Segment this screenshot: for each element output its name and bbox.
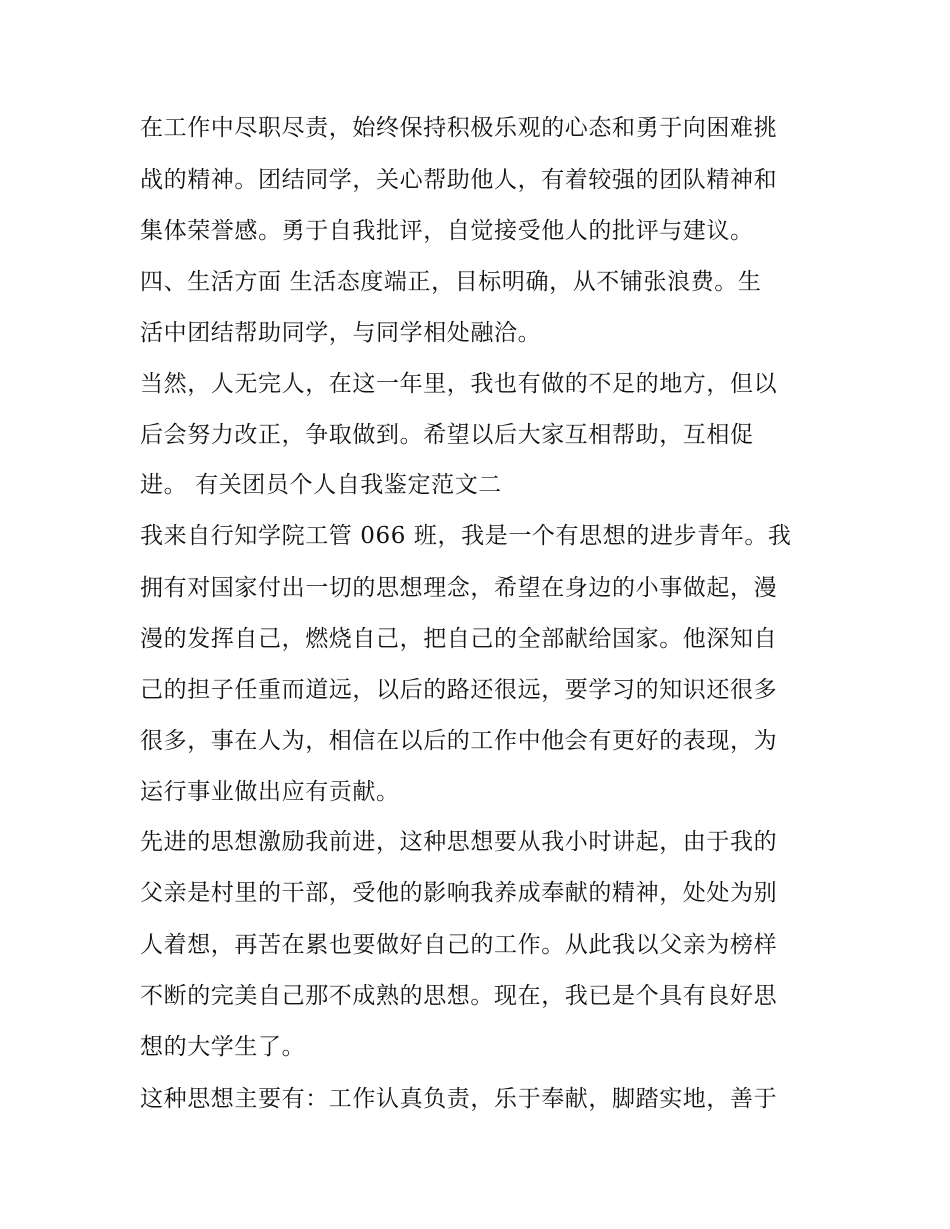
text-line: 拥有对国家付出一切的思想理念，希望在身边的小事做起，漫 [140, 575, 778, 601]
text-line: 想的大学生了。 [140, 1034, 306, 1060]
text-line: 四、生活方面 生活态度端正，目标明确，从不铺张浪费。生 [140, 269, 762, 295]
text-line: 不断的完美自己那不成熟的思想。现在，我已是个具有良好思 [140, 983, 778, 1009]
text-line: 活中团结帮助同学，与同学相处融洽。 [140, 320, 542, 346]
text-line: 后会努力改正，争取做到。希望以后大家互相帮助，互相促 [140, 422, 754, 448]
text-line: 我来自行知学院工管 066 班，我是一个有思想的进步青年。我 [140, 523, 792, 549]
text-line: 战的精神。团结同学，关心帮助他人，有着较强的团队精神和 [140, 167, 778, 193]
text-line: 在工作中尽职尽责，始终保持积极乐观的心态和勇于向困难挑 [140, 115, 778, 141]
text-line: 运行事业做出应有贡献。 [140, 779, 400, 805]
text-line: 己的担子任重而道远，以后的路还很远，要学习的知识还很多 [140, 677, 778, 703]
text-line: 人着想，再苦在累也要做好自己的工作。从此我以父亲为榜样 [140, 932, 778, 958]
text-line: 漫的发挥自己，燃烧自己，把自己的全部献给国家。他深知自 [140, 626, 778, 652]
text-line: 很多，事在人为，相信在以后的工作中他会有更好的表现，为 [140, 728, 778, 754]
text-line: 进。 有关团员个人自我鉴定范文二 [140, 472, 502, 498]
text-line: 这种思想主要有：工作认真负责，乐于奉献，脚踏实地，善于 [140, 1086, 778, 1112]
text-line: 先进的思想激励我前进，这种思想要从我小时讲起，由于我的 [140, 829, 778, 855]
text-line: 集体荣誉感。勇于自我批评，自觉接受他人的批评与建议。 [140, 218, 754, 244]
text-line: 父亲是村里的干部，受他的影响我养成奉献的精神，处处为别 [140, 880, 778, 906]
text-line: 当然，人无完人，在这一年里，我也有做的不足的地方，但以 [140, 371, 778, 397]
